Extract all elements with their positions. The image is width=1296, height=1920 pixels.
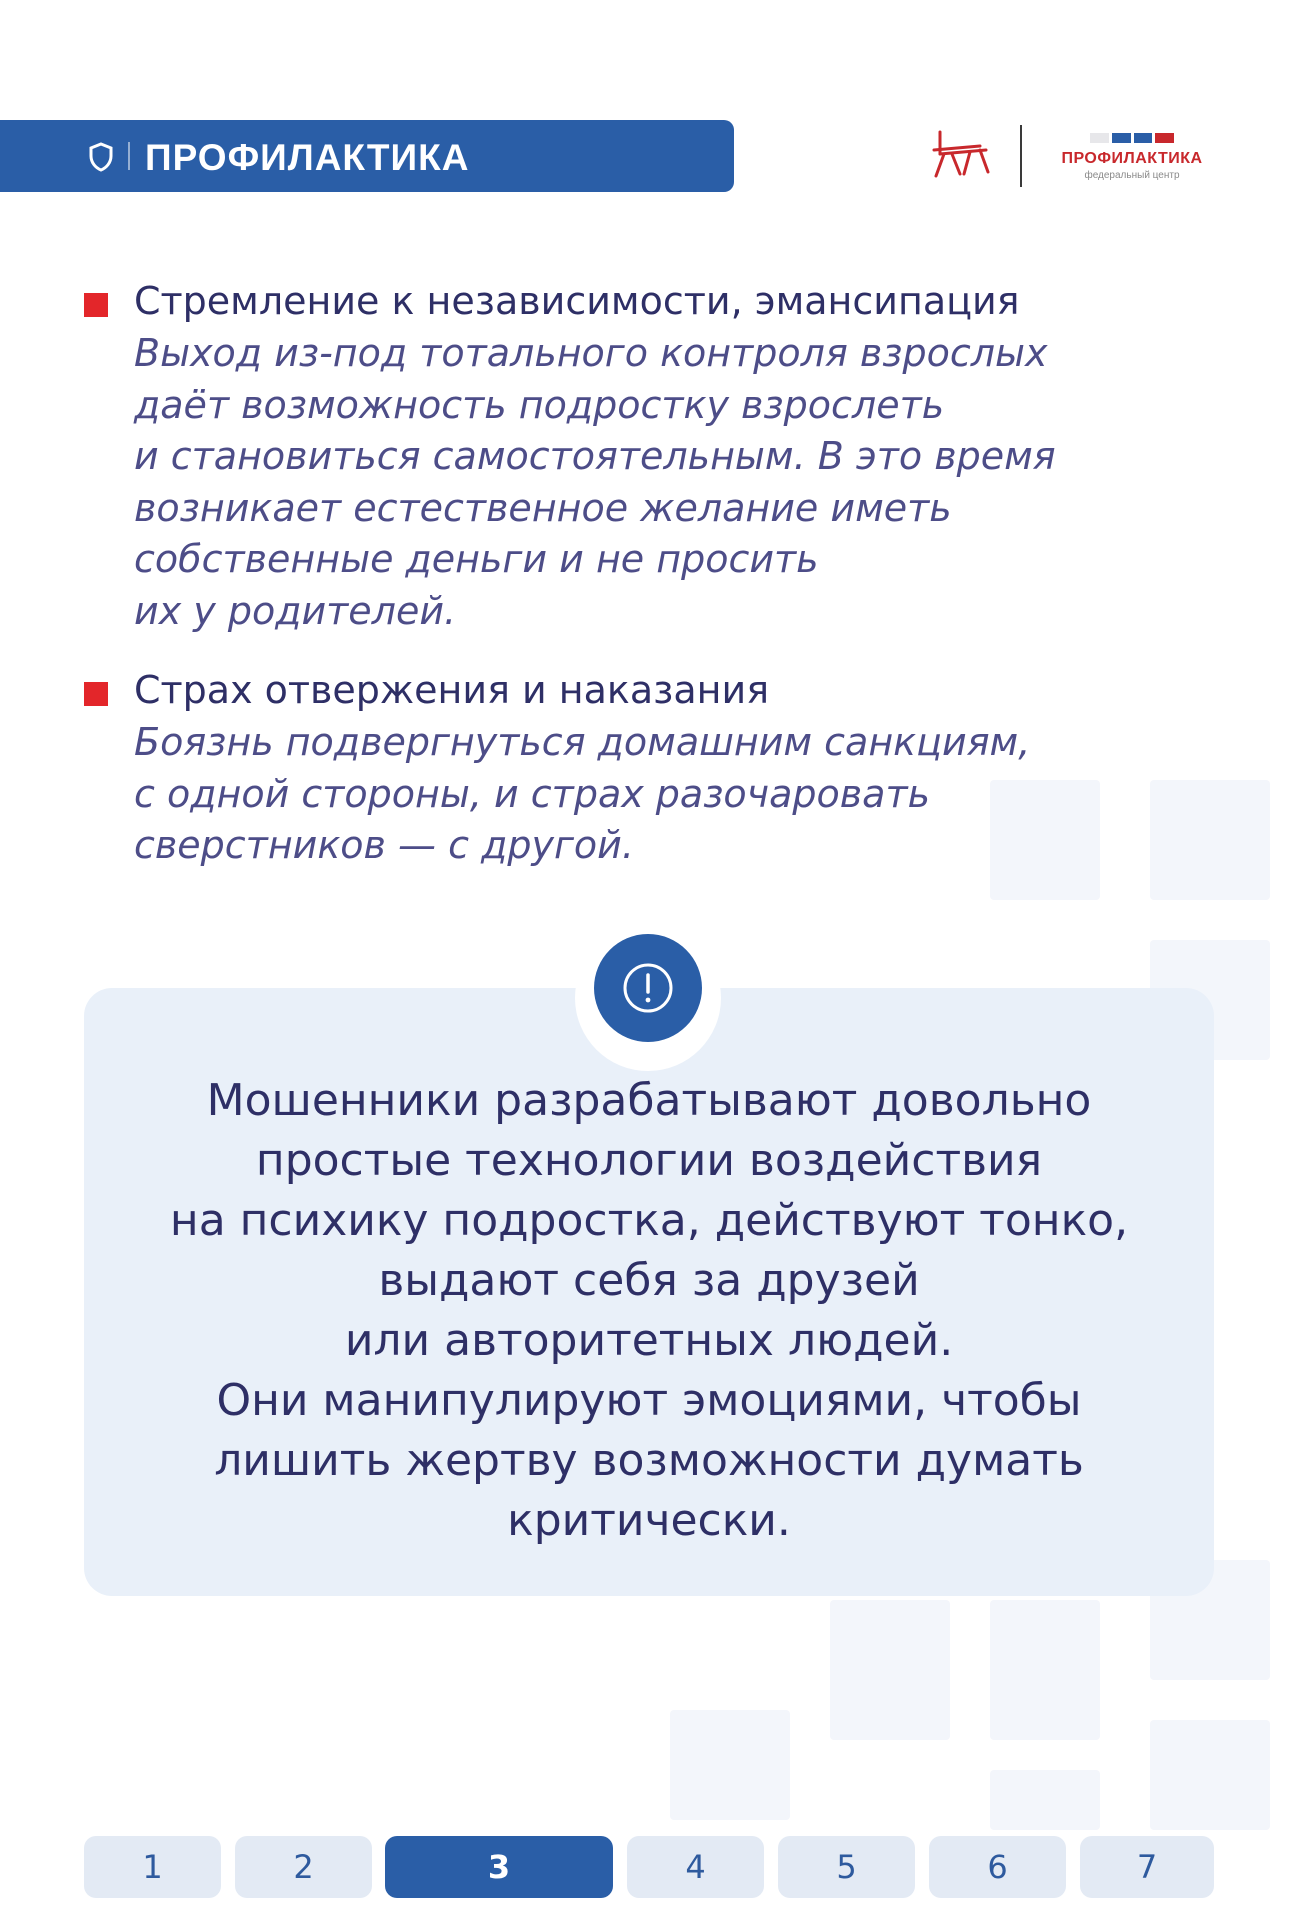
flag-stripe (1134, 133, 1153, 143)
header-title: ПРОФИЛАКТИКА (145, 137, 470, 178)
alert-badge (594, 934, 702, 1042)
bullet-marker (84, 682, 108, 706)
callout-line: на психику подростка, действуют тонко, (169, 1195, 1129, 1246)
item-body-line: Боязнь подвергнуться домашним санкциям, (134, 720, 1031, 764)
flag-stripe (1090, 133, 1109, 143)
page-button-5[interactable]: 5 (778, 1836, 915, 1898)
page-button-6[interactable]: 6 (929, 1836, 1066, 1898)
item-body (134, 328, 1056, 637)
callout-line: или авторитетных людей. (344, 1315, 954, 1366)
flag-stripe (1112, 133, 1131, 143)
item-body-line: с одной стороны, и страх разочаровать (134, 771, 930, 816)
header-bar (0, 120, 734, 192)
logo-name: ПРОФИЛАКТИКА (1061, 150, 1203, 167)
callout-line: Мошенники разрабатывают довольно (206, 1075, 1092, 1126)
page-button-2[interactable]: 2 (235, 1836, 372, 1898)
callout-line: выдают себя за друзей (378, 1255, 920, 1306)
callout-line: критически. (507, 1495, 791, 1546)
item-body-line: даёт возможность подростку взрослеть (134, 382, 945, 427)
bullet-marker (84, 293, 108, 317)
flag-stripe (1155, 133, 1174, 143)
logo-subtitle: федеральный центр (1084, 170, 1180, 181)
shield-icon (88, 142, 114, 172)
item-body-line: сверстников — с другой. (134, 823, 634, 867)
item-title: Стремление к независимости, эмансипация (134, 279, 1020, 323)
page-button-1[interactable]: 1 (84, 1836, 221, 1898)
item-body-line: и становиться самостоятельным. В это время (134, 434, 1056, 478)
item-body-line: их у родителей. (134, 588, 457, 633)
page-button-3-current[interactable]: 3 (385, 1836, 613, 1898)
exclamation-icon (621, 961, 675, 1015)
header-divider (128, 142, 130, 170)
item-title: Страх отвержения и наказания (134, 668, 770, 712)
callout-line: Они манипулируют эмоциями, чтобы (216, 1375, 1082, 1426)
chair-icon (930, 128, 992, 180)
page-button-4[interactable]: 4 (627, 1836, 764, 1898)
logo-flag (1090, 133, 1174, 143)
callout-text (104, 1071, 1194, 1551)
item-body-line: собственные деньги и не просить (134, 537, 819, 581)
item-body (134, 717, 1030, 872)
item-body-line: возникает естественное желание иметь (134, 485, 952, 530)
callout-line: простые технологии воздействия (255, 1135, 1043, 1186)
logo-separator (1020, 125, 1022, 187)
item-body-line: Выход из-под тотального контроля взрослых (134, 331, 1048, 375)
callout-line: лишить жертву возможности думать (214, 1435, 1084, 1486)
page-button-7[interactable]: 7 (1080, 1836, 1214, 1898)
